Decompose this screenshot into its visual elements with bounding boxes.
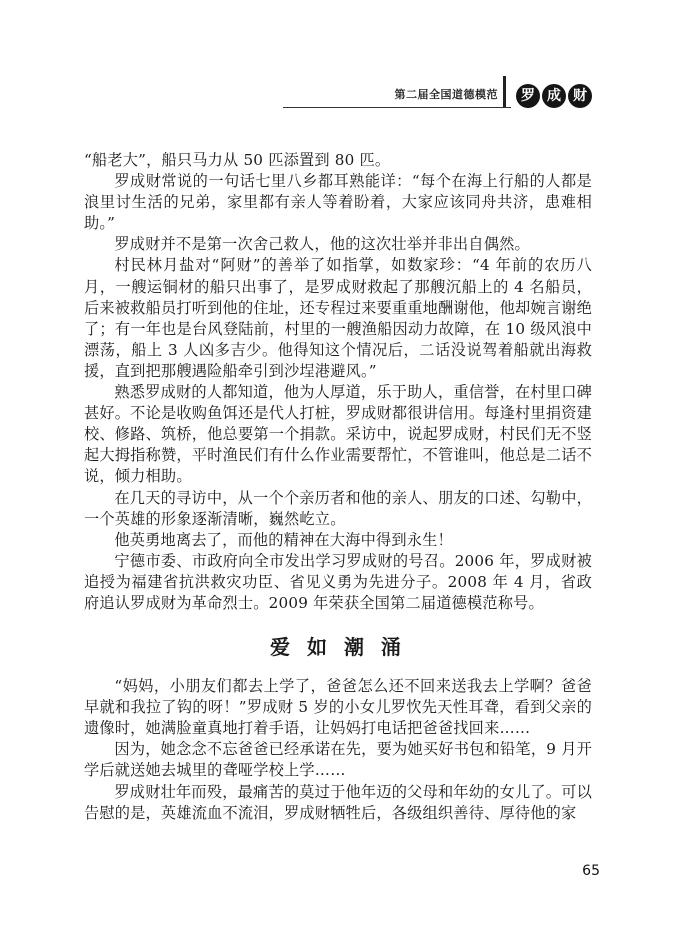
section-title: 爱 如 潮 涌 [270,635,406,660]
paragraph: 在几天的寻访中，从一个个亲历者和他的亲人、朋友的口述、勾勒中，一个英雄的形象逐渐清晰，巍然屹立。 [84,488,592,528]
header-name-char-1: 罗 [516,84,540,108]
paragraph: 罗成财并不是第一次舍己救人，他的这次壮举并非出自偶然。 [114,235,530,254]
paragraph: “妈妈，小朋友们都去上学了，爸爸怎么还不回来送我去上学啊？爸爸早就和我拉了钩的呀！”罗成财 5 岁的小女儿罗忺先天性耳聋，看到父亲的遗像时，她满脸童真地打着手语，让妈妈打电话把爸爸找回来…… [84,677,592,738]
header-name-char-2: 成 [542,84,566,108]
header-name-badges [516,84,592,110]
header-rule [283,107,511,108]
paragraph: 罗成财壮年而殁，最痛苦的莫过于他年迈的父母和年幼的女儿了。可以告慰的是，英雄流血不流泪，罗成财牺牲后，各级组织善待、厚待他的家 [84,782,592,822]
page-content [84,150,592,824]
header-name-char-3: 财 [568,84,592,108]
paragraph: 村民林月盐对“阿财”的善举了如指掌，如数家珍：“4 年前的农历八月，一艘运铜材的船只出事了，是罗成财救起了那艘沉船上的 4 名船员，后来被救船员打听到他的住址，还专程过来要重重地酬谢他，他却婉言谢绝了；有一年也是台风登陆前，村里的一艘渔船因动力故障，在 10 级风浪中漂荡，船上 3 人凶多吉少。他得知这个情况后，二话没说驾着船就出海救援，直到把那艘遇险船牵引到沙埕港避风。” [84,256,592,380]
header-title: 第二届全国道德模范 [394,88,498,101]
header-divider-bar [503,76,506,108]
paragraph-continuation: “船老大”，船只马力从 50 匹添置到 80 匹。 [84,151,391,169]
paragraph: 他英勇地离去了，而他的精神在大海中得到永生！ [114,530,453,549]
paragraph: 宁德市委、市政府向全市发出学习罗成财的号召。2006 年，罗成财被追授为福建省抗洪救灾功臣、省见义勇为先进分子。2008 年 4 月，省政府追认罗成财为革命烈士。2009 年荣获全国第二届道德模范称号。 [84,551,592,612]
running-header [0,0,677,110]
paragraph: 因为，她念念不忘爸爸已经承诺在先，要为她买好书包和铅笔，9 月开学后就送她去城里的聋哑学校上学…… [84,740,592,780]
page-number: 65 [582,863,600,879]
paragraph: 熟悉罗成财的人都知道，他为人厚道，乐于助人，重信誉，在村里口碑甚好。不论是收购鱼饵还是代人打桩，罗成财都很讲信用。每逢村里捐资建校、修路、筑桥，他总要第一个捐款。采访中，说起罗成财，村民们无不竖起大拇指称赞，平时渔民们有什么作业需要帮忙，不管谁叫，他总是二话不说，倾力相助。 [84,383,592,486]
paragraph: 罗成财常说的一句话七里八乡都耳熟能详：“每个在海上行船的人都是浪里讨生活的兄弟，家里都有亲人等着盼着，大家应该同舟共济，患难相助。” [84,172,592,233]
